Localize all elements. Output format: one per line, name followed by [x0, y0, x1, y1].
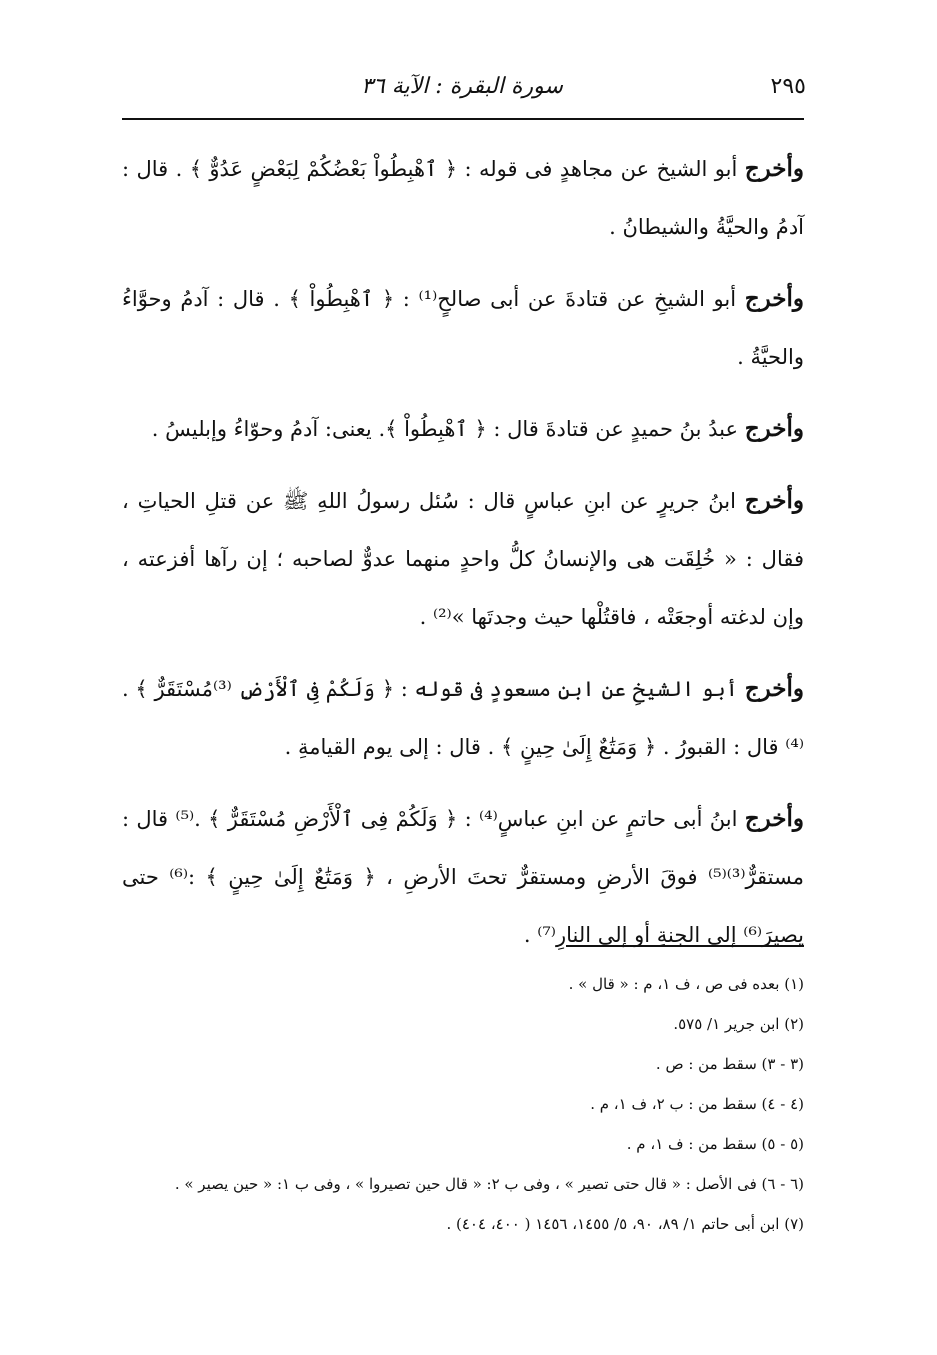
footnote: (٢) ابن جرير ١/ ٥٧٥. — [673, 1015, 804, 1033]
footnote: (٣ - ٣) سقط من : ص . — [655, 1055, 804, 1073]
footnote: (١) بعده فى ص ، ف ١، م : « قال » . — [568, 975, 804, 993]
paragraph-text: ابنُ أبى حاتمٍ عن ابنِ عباسٍ⁽⁴⁾ : ﴿ وَلَكُمْ فِى ٱلْأَرْضِ مُسْتَقَرٌّ ﴾ .⁽⁵⁾ قال : مستقرٌّ⁽³⁾⁽⁵⁾ فوقَ الأرضِ ومستقرٌّ تحتَ الأرضِ ، ﴿ وَمَتَٰعٌ إِلَىٰ حِينٍ ﴾ :⁽⁶⁾ حتى يصيرَ⁽⁶⁾ إلى الجنةِ أو إلى النارِ⁽⁷⁾ . — [122, 807, 804, 947]
footnote: (٦ - ٦) فى الأصل : « قال حتى تصير » ، وفى ب ٢: « قال حين تصيروا » ، وفى ب ١: « حين يصير » . — [174, 1175, 804, 1193]
paragraph — [122, 140, 804, 256]
paragraph — [122, 400, 804, 458]
paragraph — [122, 270, 804, 386]
paragraph-lead: وأخرج — [744, 487, 804, 514]
footnotes — [122, 964, 804, 1244]
paragraph-text: أبو الشيخِ عن ابنِ مسعودٍ فى قوله : ﴿ وَلَكُمْ فِى ٱلْأَرْضِ ⁽³⁾مُسْتَقَرٌّ ﴾ .⁽⁴⁾ قال : القبورُ . ﴿ وَمَتَٰعٌ إِلَىٰ حِينٍ ﴾ . قال : إلى يوم القيامةِ . — [122, 677, 804, 759]
paragraph-lead: وأخرج — [744, 805, 805, 832]
paragraph-lead: وأخرج — [744, 285, 805, 312]
paragraph-text: ابنُ جريرٍ عن ابنِ عباسٍ قال : سُئل رسولُ اللهِ ﷺ عن قتلِ الحياتِ ، فقال : « خُلِقَت هى والإنسانُ كلُّ واحدٍ منهما عدوٌّ لصاحبه ؛ إن رآها أفزعته ، وإن لدغته أوجعَتْه ، فاقتُلْها حيث وجدتَها »⁽²⁾ . — [122, 489, 804, 629]
paragraph-text: أبو الشيخ عن مجاهدٍ فى قوله : ﴿ ٱهْبِطُواْ بَعْضُكُمْ لِبَعْضٍ عَدُوٌّ ﴾ . قال : آدمُ والحيَّةُ والشيطانُ . — [122, 157, 804, 239]
paragraph — [122, 472, 804, 646]
paragraph-lead: وأخرج — [744, 155, 804, 182]
paragraph-text: أبو الشيخِ عن قتادةَ عن أبى صالحٍ⁽¹⁾ : ﴿ ٱهْبِطُواْ ﴾ . قال : آدمُ وحوَّاءُ والحيَّةُ . — [122, 287, 804, 369]
paragraph — [122, 790, 804, 964]
footnote-rule — [566, 945, 804, 947]
main-text — [122, 140, 804, 964]
paragraph-lead: وأخرج — [744, 415, 804, 442]
footnote: (٥ - ٥) سقط من : ف ١، م . — [626, 1135, 804, 1153]
footnote: (٤ - ٤) سقط من : ب ٢، ف ١، م . — [590, 1095, 804, 1113]
page-header — [118, 66, 806, 106]
footnote: (٧) ابن أبى حاتم ١/ ٨٩، ٩٠، ٥/ ١٤٥٥، ١٤٥٦ ( ٤٠٠، ٤٠٤) . — [446, 1215, 804, 1233]
header-rule — [122, 118, 804, 120]
running-title: سورة البقرة : الآية ٣٦ — [361, 73, 563, 99]
page-number: ٢٩٥ — [770, 73, 806, 99]
paragraph — [122, 660, 804, 776]
paragraph-text: عبدُ بنُ حميدٍ عن قتادةَ قال : ﴿ ٱهْبِطُواْ ﴾. يعنى: آدمُ وحوّاءُ وإبليسُ . — [151, 417, 745, 441]
paragraph-lead: وأخرج — [744, 675, 804, 702]
